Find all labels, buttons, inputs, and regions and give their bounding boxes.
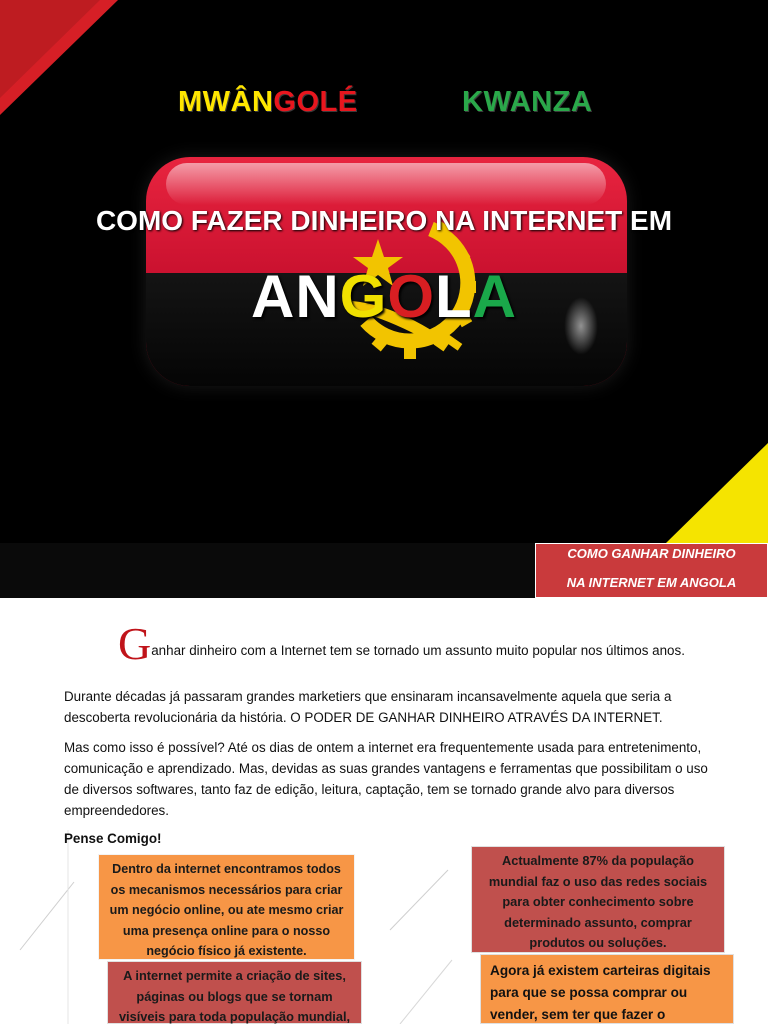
callout-sites-blogs: A internet permite a criação de sites, páginas ou blogs que se tornam visíveis para toda população mundial, — [107, 961, 362, 1024]
angola-letter-6: A — [472, 263, 518, 330]
angola-letter-3: G — [339, 263, 388, 330]
title-banner — [535, 543, 768, 598]
cover-title: COMO FAZER DINHEIRO NA INTERNET EM — [95, 205, 673, 236]
mwangole-part-1: MWÂN — [178, 86, 274, 118]
mwangole-part-2: GOLÉ — [273, 86, 358, 118]
drop-cap: G — [118, 618, 152, 669]
angola-letter-5: L — [435, 263, 473, 330]
angola-title — [0, 262, 768, 331]
callout-internet-mechanisms: Dentro da internet encontramos todos os mecanismos necessários para criar um negócio online, ou ate mesmo criar uma presença online para o nosso negócio físico já existente. — [98, 854, 355, 960]
paragraph-intro — [64, 618, 714, 669]
paragraph-marketers: Durante décadas já passaram grandes marketiers que ensinaram incansavelmente aquela que seria a descoberta revolucionária da história. O PODER DE GANHAR DINHEIRO ATRAVÉS DA INTERNET. — [64, 689, 672, 725]
red-corner-shade — [0, 0, 100, 98]
callout-digital-wallets: Agora já existem carteiras digitais para que se possa comprar ou vender, sem ter que fazer o — [480, 954, 734, 1024]
paragraph-how-possible: Mas como isso é possível? Até os dias de ontem a internet era frequentemente usada para entretenimento, comunicação e aprendizado. Mas, devidas as suas grandes vantagens e ferramentas que possibilitam o uso de diversos softwares, tanto faz de edição, leitura, captação, tem se tornado grande alvo para diversos empreendedores. — [64, 740, 708, 818]
flag-gloss-highlight — [166, 163, 606, 205]
banner-line-2: NA INTERNET EM ANGOLA — [566, 575, 737, 590]
callout-social-media-stat: Actualmente 87% da população mundial faz o uso das redes sociais para obter conhecimento sobre determinado assunto, comprar produtos ou soluções. — [471, 846, 725, 953]
angola-letter-1: A — [250, 263, 296, 330]
yellow-corner-triangle — [666, 443, 768, 543]
angola-letter-4: O — [387, 263, 436, 330]
paragraph-think-with-me: Pense Comigo! — [64, 831, 162, 846]
banner-line-1: COMO GANHAR DINHEIRO — [567, 546, 736, 561]
paragraph-intro-text: anhar dinheiro com a Internet tem se tornado um assunto muito popular nos últimos anos. — [151, 643, 685, 658]
mwangole-word — [178, 86, 358, 119]
angola-letter-2: N — [295, 263, 340, 330]
kwanza-word: KWANZA — [462, 86, 593, 118]
